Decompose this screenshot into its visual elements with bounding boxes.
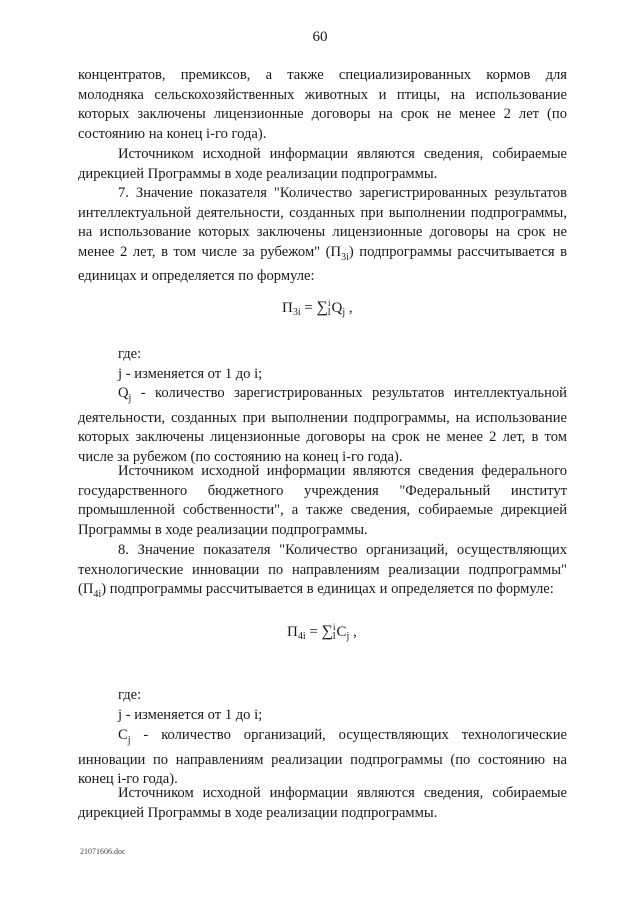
page-number: 60 [312, 29, 328, 45]
c-symbol: C [118, 727, 128, 743]
c-subscript: j [127, 734, 131, 746]
q-symbol: Q [118, 385, 129, 401]
q-definition [78, 384, 567, 467]
formula-end: , [345, 300, 353, 316]
footer-filename: 21071606.doc [80, 847, 126, 856]
c-definition [78, 726, 567, 790]
indicator-7-text-end: ) подпрограммы рассчитывается в единицах и определяется по формуле: [78, 243, 567, 285]
indicator-7-text: 7. Значение показателя "Количество зарегистрированных результатов интеллектуальной деятельности, созданных при выполнении подпрограммы, на использование которых заключены лицензионные договоры на срок не менее 2 лет, в том числе за рубежом" (П [78, 185, 567, 260]
where-label-2: где: [118, 687, 142, 703]
formula-p3i [282, 298, 353, 318]
paragraph-source-2: Источником исходной информации являются сведения федерального государственного бюджетного учреждения "Федеральный институт промышленной собственности", а также сведения, собираемые дирекцией Программы в ходе реализации подпрограммы. [78, 463, 567, 538]
q-subscript: j [128, 392, 132, 404]
sum-upper-limit: i [328, 298, 331, 308]
formula-term: C [336, 624, 347, 640]
formula-equals: = [300, 300, 317, 316]
formula-term: Q [331, 300, 343, 316]
indicator-8-text-end: ) подпрограммы рассчитывается в единицах и определяется по формуле: [101, 581, 554, 598]
indicator-8-text: 8. Значение показателя "Количество организаций, осуществляющих технологические инновации по направлениям реализации подпрограммы" (П [78, 542, 567, 598]
paragraph-source-1: Источником исходной информации являются сведения, собираемые дирекцией Программы в ходе реализации подпрограммы. [78, 146, 567, 182]
formula-lhs-subscript: 4i [297, 631, 306, 642]
formula-term-subscript: j [342, 307, 346, 318]
formula-lhs: П [287, 624, 298, 640]
indicator-7-subscript: 3i [341, 251, 349, 263]
sum-upper-limit: i [333, 622, 336, 632]
formula-equals: = [305, 624, 322, 640]
c-definition-text: - количество организаций, осуществляющих технологические инновации по направлениям реализации подпрограммы (по состоянию на конец i-го года). [78, 727, 567, 788]
sum-symbol: ∑ [321, 623, 333, 640]
formula-term-subscript: j [346, 631, 350, 642]
j-definition-1: j - изменяется от 1 до i; [118, 366, 263, 382]
formula-lhs: П [282, 300, 293, 316]
indicator-8-subscript: 4i [93, 589, 102, 601]
paragraph-continued: концентратов, премиксов, а также специализированных кормов для молодняка сельскохозяйственных животных и птицы, на использование которых заключены лицензионные договоры на срок не менее 2 лет (по состоянию на конец i-го года). [78, 67, 567, 142]
paragraph-indicator-7 [78, 184, 567, 287]
formula-lhs-subscript: 3i [292, 307, 301, 318]
j-definition-2: j - изменяется от 1 до i; [118, 707, 263, 723]
sum-lower-limit: 1 [326, 307, 332, 318]
sum-lower-limit: 1 [331, 631, 337, 642]
where-label-1: где: [118, 346, 142, 362]
formula-p4i [287, 622, 357, 642]
paragraph-source-3: Источником исходной информации являются сведения, собираемые дирекцией Программы в ходе реализации подпрограммы. [78, 785, 567, 821]
sum-symbol: ∑ [316, 299, 328, 316]
q-definition-text: - количество зарегистрированных результатов интеллектуальной деятельности, созданных при выполнении подпрограммы, на использование которых заключены лицензионные договоры на срок не менее 2 лет, в том числе за рубежом (по состоянию на конец i-го года). [78, 385, 567, 465]
paragraph-indicator-8 [78, 541, 567, 605]
formula-end: , [349, 624, 357, 640]
